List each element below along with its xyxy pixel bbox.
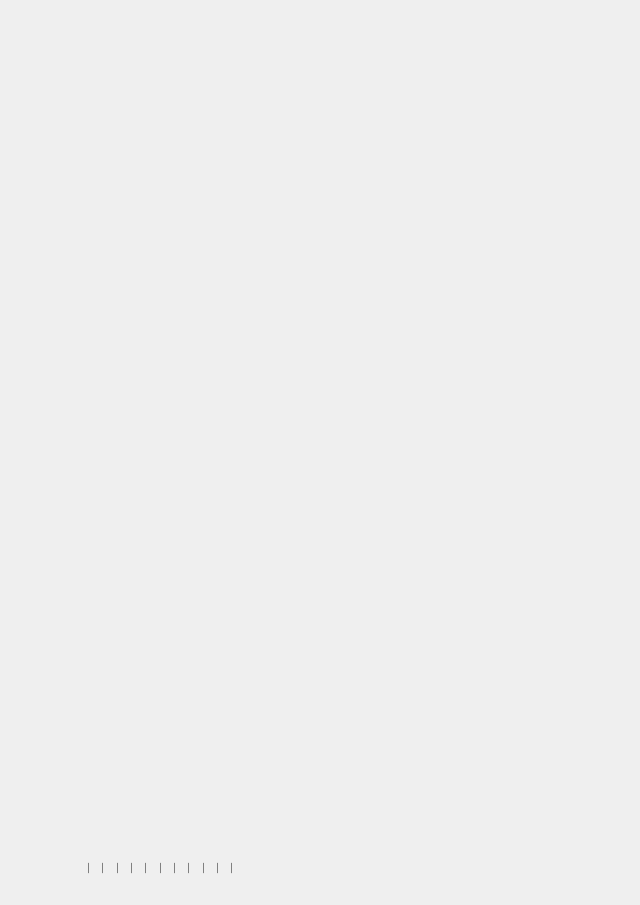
method-description <box>112 55 124 852</box>
method-description <box>83 55 95 852</box>
method-list-item <box>97 55 109 875</box>
method-list-item <box>155 55 167 875</box>
dash-icon: — <box>140 862 152 874</box>
method-list-item <box>112 55 124 875</box>
dash-icon: — <box>226 862 238 874</box>
method-description <box>97 55 109 852</box>
method-description <box>198 55 210 852</box>
dash-icon: — <box>97 862 109 874</box>
method-list-item <box>126 55 138 875</box>
dash-icon: — <box>125 862 137 874</box>
method-list-item <box>140 55 152 875</box>
rotated-document-page <box>55 45 575 885</box>
method-list-item <box>169 55 181 875</box>
method-list-item <box>212 55 224 875</box>
method-description <box>155 55 167 852</box>
method-description <box>169 55 181 852</box>
method-description <box>183 55 195 852</box>
dash-icon: — <box>111 862 123 874</box>
method-description <box>126 55 138 852</box>
method-list-item <box>83 55 95 875</box>
method-description <box>212 55 224 852</box>
method-list-item <box>198 55 210 875</box>
method-description <box>140 55 152 852</box>
dash-icon: — <box>197 862 209 874</box>
method-list-item <box>183 55 195 875</box>
dash-icon: — <box>211 862 223 874</box>
dash-icon: — <box>83 862 94 874</box>
method-description <box>226 55 238 852</box>
dash-icon: — <box>168 862 180 874</box>
dash-icon: — <box>183 862 195 874</box>
method-list-item <box>226 55 238 875</box>
dash-icon: — <box>154 862 166 874</box>
